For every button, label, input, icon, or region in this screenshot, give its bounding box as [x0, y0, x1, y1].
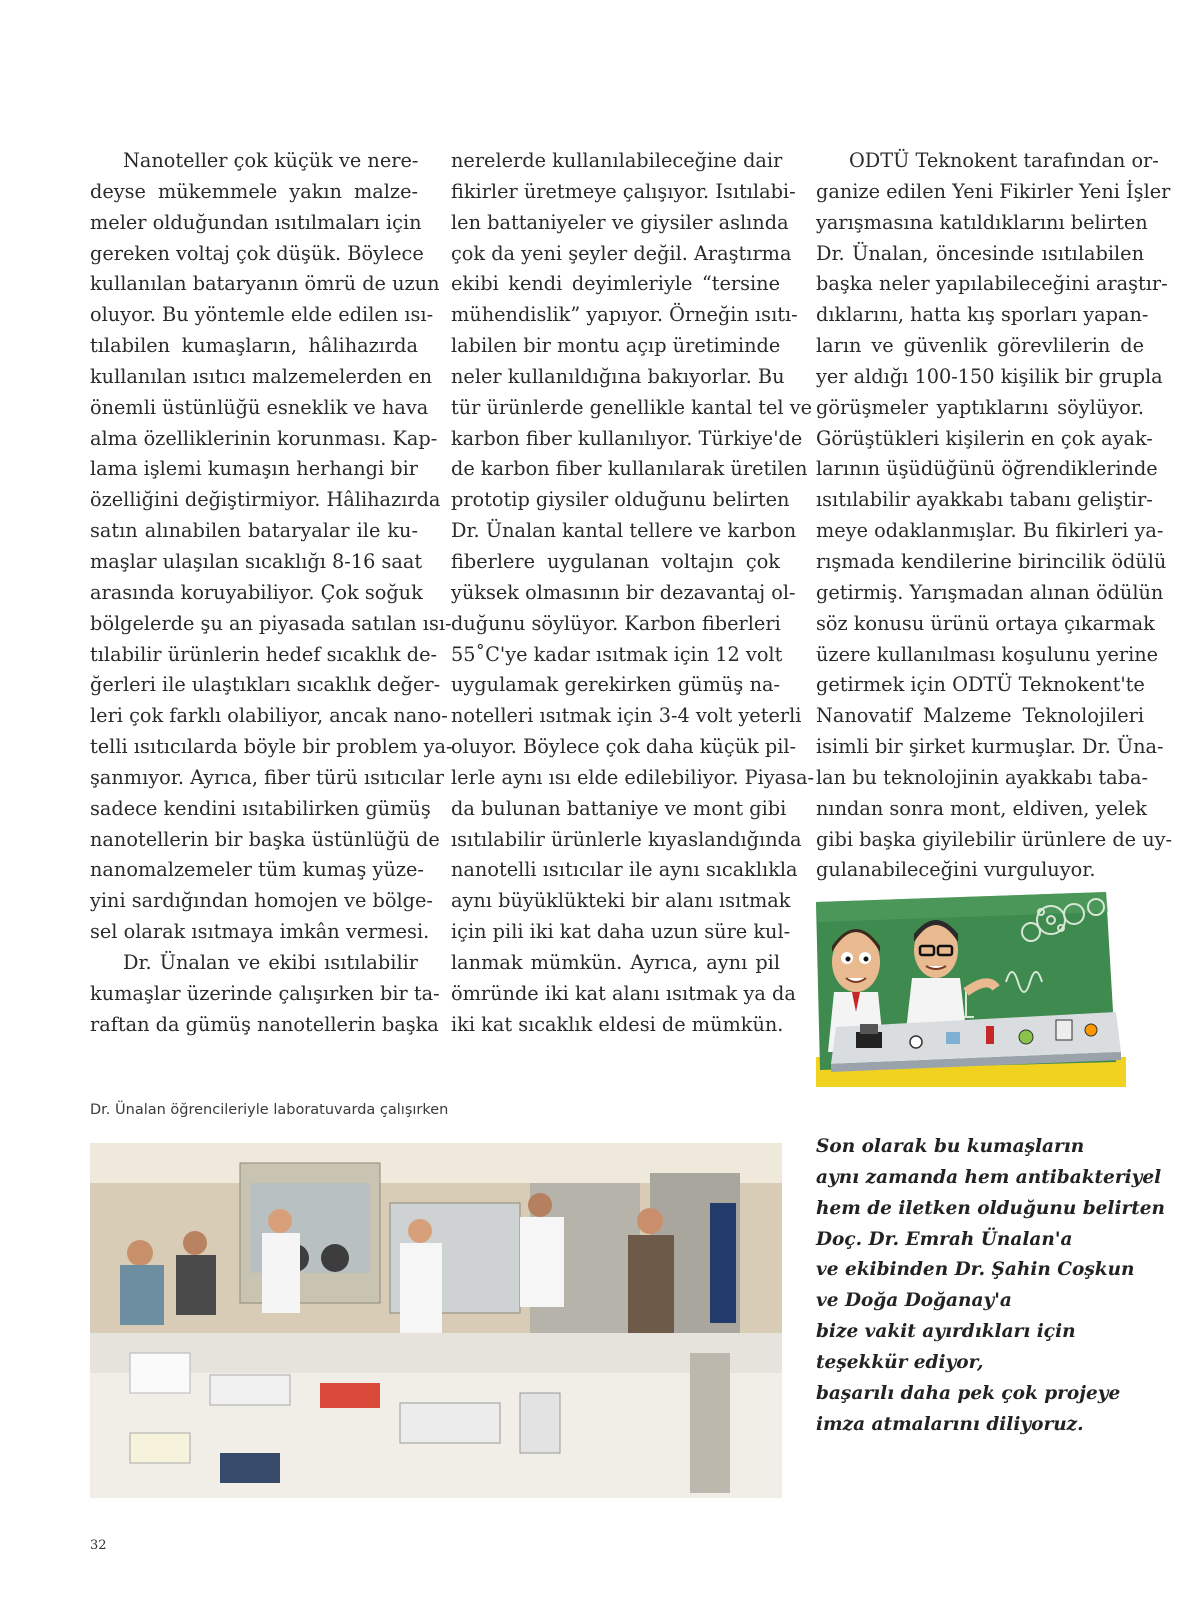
text-line: sadece kendini ısıtabilirken gümüş — [90, 796, 431, 820]
text-line: 55˚C'ye kadar ısıtmak için 12 volt — [451, 642, 783, 666]
text-line: gibi başka giyilebilir ürünlere de uy- — [816, 827, 1173, 851]
text-line: mühendislik” yapıyor. Örneğin ısıtı- — [451, 303, 798, 327]
text-line: yarışmasına katıldıklarını belirten — [816, 210, 1148, 234]
acknowledgement-line: Son olarak bu kumaşların — [816, 1136, 1085, 1157]
text-line: len battaniyeler ve giysiler aslında — [451, 210, 789, 234]
acknowledgement-line: teşekkür ediyor, — [816, 1351, 984, 1373]
photo-caption: Dr. Ünalan öğrencileriyle laboratuvarda çalışırken — [90, 1102, 449, 1118]
acknowledgement-note — [816, 1132, 1166, 1440]
text-line: arasında koruyabiliyor. Çok soğuk — [90, 580, 423, 604]
text-line: oluyor. Böylece çok daha küçük pil- — [451, 735, 797, 759]
text-line: kullanılan bataryanın ömrü de uzun — [90, 272, 440, 296]
acknowledgement-line: ve ekibinden Dr. Şahin Coşkun — [816, 1259, 1135, 1281]
acknowledgement-line: imza atmalarını diliyoruz. — [816, 1413, 1084, 1435]
text-line: yüksek olmasının bir dezavantaj ol- — [451, 580, 796, 604]
article-column-2 — [451, 146, 815, 1040]
text-line: ların ve güvenlik görevlilerin de — [816, 334, 1144, 358]
text-line: ğerleri ile ulaştıkları sıcaklık değer- — [90, 673, 441, 697]
text-line: Dr. Ünalan, öncesinde ısıtılabilen — [816, 241, 1144, 265]
text-line: ganize edilen Yeni Fikirler Yeni İşler — [816, 179, 1171, 203]
text-line: uygulamak gerekirken gümüş na- — [451, 673, 780, 697]
acknowledgement-line: aynı zamanda hem antibakteriyel — [816, 1166, 1162, 1188]
text-line: çok da yeni şeyler değil. Araştırma — [451, 241, 792, 265]
text-line: nanomalzemeler tüm kumaş yüze- — [90, 858, 424, 882]
text-line: dıklarını, hatta kış sporları yapan- — [816, 303, 1149, 327]
text-line: deyse mükemmele yakın malze- — [90, 179, 418, 203]
text-line: satın alınabilen bataryalar ile ku- — [90, 519, 418, 543]
text-line: getirmek için ODTÜ Teknokent'te — [816, 673, 1145, 697]
text-line: fikirler üretmeye çalışıyor. Isıtılabi- — [451, 179, 796, 203]
text-line: nerelerde kullanılabileceğine dair — [451, 149, 783, 172]
text-line: maşlar ulaşılan sıcaklığı 8-16 saat — [90, 549, 423, 573]
text-line: ısıtılabilir ayakkabı tabanı geliştir- — [816, 488, 1153, 512]
text-line: yer aldığı 100-150 kişilik bir grupla — [816, 364, 1163, 388]
text-line: prototip giysiler olduğunu belirten — [451, 488, 790, 512]
article-column-1 — [90, 146, 453, 1040]
text-line: isimli bir şirket kurmuşlar. Dr. Üna- — [816, 735, 1164, 759]
text-line: labilen bir montu açıp üretiminde — [451, 334, 781, 358]
text-line: ODTÜ Teknokent tarafından or- — [849, 149, 1159, 172]
text-line: rışmada kendilerine birincilik ödülü — [816, 549, 1167, 573]
text-line: tür ürünlerde genellikle kantal tel ve — [451, 395, 813, 419]
text-line: önemli üstünlüğü esneklik ve hava — [90, 395, 429, 419]
text-line: Görüştükleri kişilerin en çok ayak- — [816, 426, 1153, 450]
acknowledgement-line: başarılı daha pek çok projeye — [816, 1382, 1121, 1404]
text-line: sel olarak ısıtmaya imkân vermesi. — [90, 920, 430, 944]
text-line: lerle aynı ısı elde edilebiliyor. Piyasa- — [451, 765, 815, 789]
text-line: şanmıyor. Ayrıca, fiber türü ısıtıcılar — [90, 765, 444, 789]
acknowledgement-line: Doç. Dr. Emrah Ünalan'a — [816, 1228, 1073, 1250]
text-line: oluyor. Bu yöntemle elde edilen ısı- — [90, 303, 434, 327]
text-line: başka neler yapılabileceğini araştır- — [816, 272, 1168, 296]
text-line: getirmiş. Yarışmadan alınan ödülün — [816, 580, 1164, 604]
text-line: nanotellerin bir başka üstünlüğü de — [90, 827, 440, 851]
text-line: larının üşüdüğünü öğrendiklerinde — [816, 457, 1158, 481]
text-line: lan bu teknolojinin ayakkabı taba- — [816, 765, 1148, 789]
text-line: duğunu söylüyor. Karbon fiberleri — [451, 611, 781, 635]
text-line: ekibi kendi deyimleriyle “tersine — [451, 272, 780, 296]
scientists-cartoon-illustration — [816, 892, 1126, 1087]
text-line: için pili iki kat daha uzun süre kul- — [451, 920, 791, 944]
text-line: yini sardığından homojen ve bölge- — [90, 889, 433, 913]
text-line: Nanovatif Malzeme Teknolojileri — [816, 704, 1144, 728]
text-line: nanotelli ısıtıcılar ile aynı sıcaklıkla — [451, 858, 798, 882]
text-line: nından sonra mont, eldiven, yelek — [816, 796, 1148, 820]
text-line: özelliğini değiştirmiyor. Hâlihazırda — [90, 488, 441, 512]
text-line: Nanoteller çok küçük ve nere- — [123, 149, 419, 172]
text-line: meye odaklanmışlar. Bu fikirleri ya- — [816, 519, 1164, 543]
article-column-3 — [816, 146, 1173, 886]
text-line: telli ısıtıcılarda böyle bir problem ya- — [90, 735, 453, 759]
text-line: ısıtılabilir ürünlerle kıyaslandığında — [451, 827, 802, 851]
text-line: bölgelerde şu an piyasada satılan ısı- — [90, 611, 452, 635]
text-line: notelleri ısıtmak için 3-4 volt yeterli — [451, 704, 802, 728]
text-line: lama işlemi kumaşın herhangi bir — [90, 457, 419, 481]
text-line: kullanılan ısıtıcı malzemelerden en — [90, 364, 433, 388]
text-line: meler olduğundan ısıtılmaları için — [90, 210, 422, 234]
text-line: iki kat sıcaklık eldesi de mümkün. — [451, 1012, 784, 1036]
text-line: fiberlere uygulanan voltajın çok — [451, 549, 780, 573]
text-line: söz konusu ürünü ortaya çıkarmak — [816, 611, 1155, 635]
text-line: görüşmeler yaptıklarını söylüyor. — [816, 395, 1144, 419]
text-line: ömründe iki kat alanı ısıtmak ya da — [451, 981, 796, 1005]
text-line: kumaşlar üzerinde çalışırken bir ta- — [90, 981, 440, 1005]
text-line: karbon fiber kullanılıyor. Türkiye'de — [451, 426, 803, 450]
text-line: leri çok farklı olabiliyor, ancak nano- — [90, 704, 448, 728]
text-line: tılabilir ürünlerin hedef sıcaklık de- — [90, 642, 438, 666]
text-line: de karbon fiber kullanılarak üretilen — [451, 457, 808, 481]
text-line: tılabilen kumaşların, hâlihazırda — [90, 334, 418, 358]
text-line: da bulunan battaniye ve mont gibi — [451, 796, 787, 820]
page-number: 32 — [90, 1538, 107, 1553]
text-line: raftan da gümüş nanotellerin başka — [90, 1012, 439, 1036]
acknowledgement-line: hem de iletken olduğunu belirten — [816, 1197, 1165, 1219]
text-line: neler kullanıldığına bakıyorlar. Bu — [451, 364, 785, 388]
text-line: gulanabileceğini vurguluyor. — [816, 858, 1096, 882]
text-line: aynı büyüklükteki bir alanı ısıtmak — [451, 889, 791, 913]
text-line: alma özelliklerinin korunması. Kap- — [90, 426, 438, 450]
text-line: üzere kullanılması koşulunu yerine — [816, 642, 1159, 666]
text-line: Dr. Ünalan kantal tellere ve karbon — [451, 519, 797, 543]
text-line: gereken voltaj çok düşük. Böylece — [90, 241, 424, 265]
acknowledgement-line: bize vakit ayırdıkları için — [816, 1321, 1076, 1343]
text-line: lanmak mümkün. Ayrıca, aynı pil — [451, 950, 780, 974]
acknowledgement-line: ve Doğa Doğanay'a — [816, 1290, 1012, 1312]
laboratory-photo — [90, 1143, 782, 1498]
text-line: Dr. Ünalan ve ekibi ısıtılabilir — [123, 950, 418, 974]
